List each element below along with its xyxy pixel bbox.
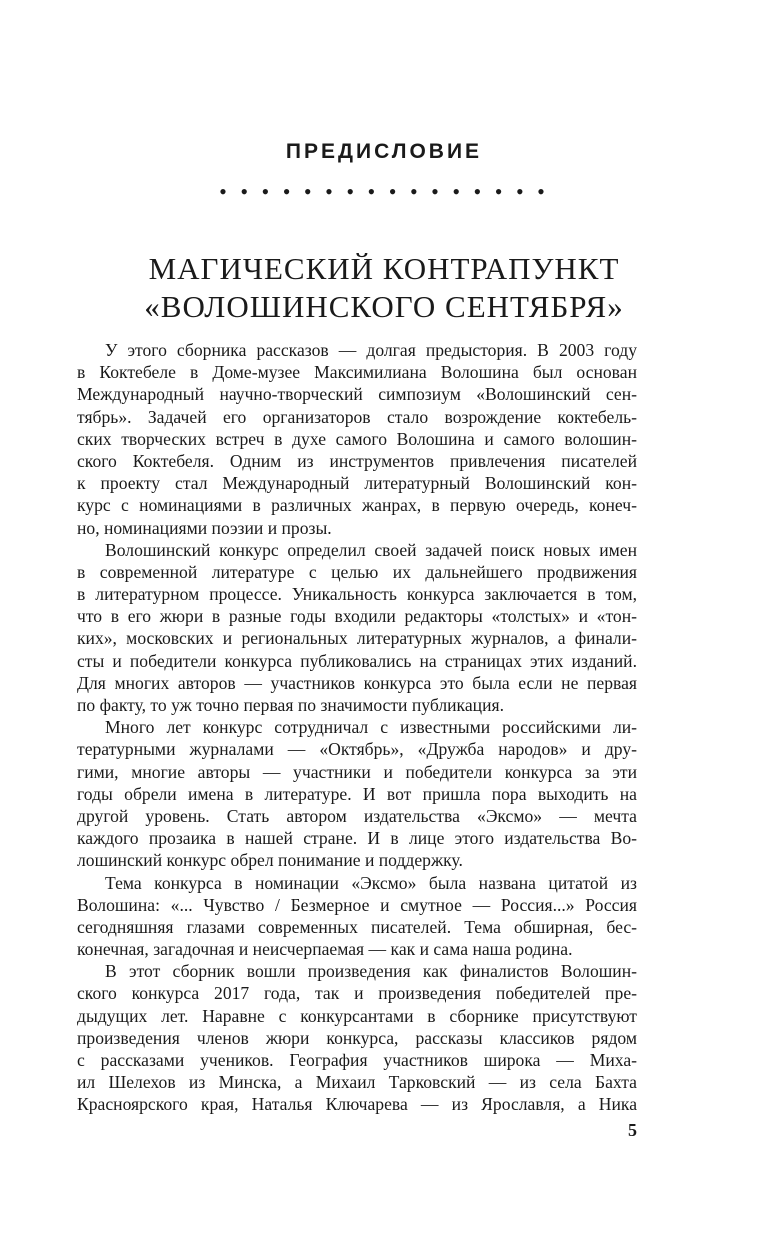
body-text xyxy=(77,339,637,1116)
text-line: по факту, то уж точно первая по значимости публикация. xyxy=(77,695,504,715)
ornamental-divider: • • • • • • • • • • • • • • • • xyxy=(219,179,549,204)
chapter-title-line-1: МАГИЧЕСКИЙ КОНТРАПУНКТ xyxy=(148,250,620,286)
text-line: к проекту стал Международный литературный Волошинский кон- xyxy=(77,473,637,494)
text-line: что в его жюри в разные годы входили редакторы «толстых» и «тон- xyxy=(77,606,637,627)
text-line: в литературном процессе. Уникальность конкурса заключается в том, xyxy=(77,584,637,605)
text-line: Красноярского края, Наталья Ключарева — из Ярославля, а Ника xyxy=(77,1094,637,1115)
page-number: 5 xyxy=(628,1120,637,1140)
text-line: Для многих авторов — участников конкурса это была если не первая xyxy=(77,672,637,693)
text-line: тябрь». Задачей его организаторов стало возрождение коктебель- xyxy=(77,406,637,427)
text-line: В этот сборник вошли произведения как финалистов Волошин- xyxy=(105,961,637,982)
text-line: другой уровень. Стать автором издательства «Эксмо» — мечта xyxy=(77,805,637,826)
text-line: в Коктебеле в Доме-музее Максимилиана Волошина был основан xyxy=(77,362,637,383)
text-line: ил Шелехов из Минска, а Михаил Тарковский — из села Бахта xyxy=(77,1072,637,1093)
text-line: ских творческих встреч в духе самого Волошина и самого волошин- xyxy=(77,428,637,449)
text-line: произведения членов жюри конкурса, рассказы классиков рядом xyxy=(77,1027,637,1048)
text-line: курс с номинациями в различных жанрах, в первую очередь, конеч- xyxy=(77,495,637,516)
text-line: дыдущих лет. Наравне с конкурсантами в сборнике присутствуют xyxy=(77,1005,637,1026)
text-line: Международный научно-творческий симпозиум «Волошинский сен- xyxy=(77,384,637,405)
text-line: Волошинский конкурс определил своей задачей поиск новых имен xyxy=(105,539,637,560)
text-line: каждого прозаика в нашей стране. И в лице этого издательства Во- xyxy=(77,828,637,849)
text-line: сегодняшняя глазами современных писателей. Тема обширная, бес- xyxy=(77,916,637,937)
text-line: с рассказами учеников. География участников широка — Миха- xyxy=(77,1050,637,1070)
text-line: ких», московских и региональных литературных журналов, а финали- xyxy=(77,628,637,649)
text-line: конечная, загадочная и неисчерпаемая — как и сама наша родина. xyxy=(77,939,573,960)
text-line: сты и победители конкурса публиковались на страницах этих изданий. xyxy=(77,650,637,671)
text-line: тературными журналами — «Октябрь», «Дружба народов» и дру- xyxy=(77,739,637,760)
text-line: ского Коктебеля. Одним из инструментов привлечения писателей xyxy=(77,450,637,471)
text-line: Тема конкурса в номинации «Эксмо» была названа цитатой из xyxy=(105,872,637,893)
text-line: ского конкурса 2017 года, так и произведения победителей пре- xyxy=(77,983,637,1004)
text-line: У этого сборника рассказов — долгая предыстория. В 2003 году xyxy=(105,340,637,360)
text-line: но, номинациями поэзии и прозы. xyxy=(77,517,332,538)
chapter-title-line-2: «ВОЛОШИНСКОГО СЕНТЯБРЯ» xyxy=(144,288,624,324)
text-line: годы обрели имена в литературе. И вот пришла пора выходить на xyxy=(77,783,637,804)
text-line: Много лет конкурс сотрудничал с известными российскими ли- xyxy=(105,717,637,738)
text-line: гими, многие авторы — участники и победители конкурса за эти xyxy=(77,761,637,782)
section-label: ПРЕДИСЛОВИЕ xyxy=(285,140,483,163)
text-line: Волошина: «... Чувство / Безмерное и смутное — Россия...» Россия xyxy=(77,894,637,915)
text-line: лошинский конкурс обрел понимание и поддержку. xyxy=(77,850,463,871)
chapter-title xyxy=(0,250,768,326)
text-line: в современной литературе с целью их дальнейшего продвижения xyxy=(77,561,637,582)
